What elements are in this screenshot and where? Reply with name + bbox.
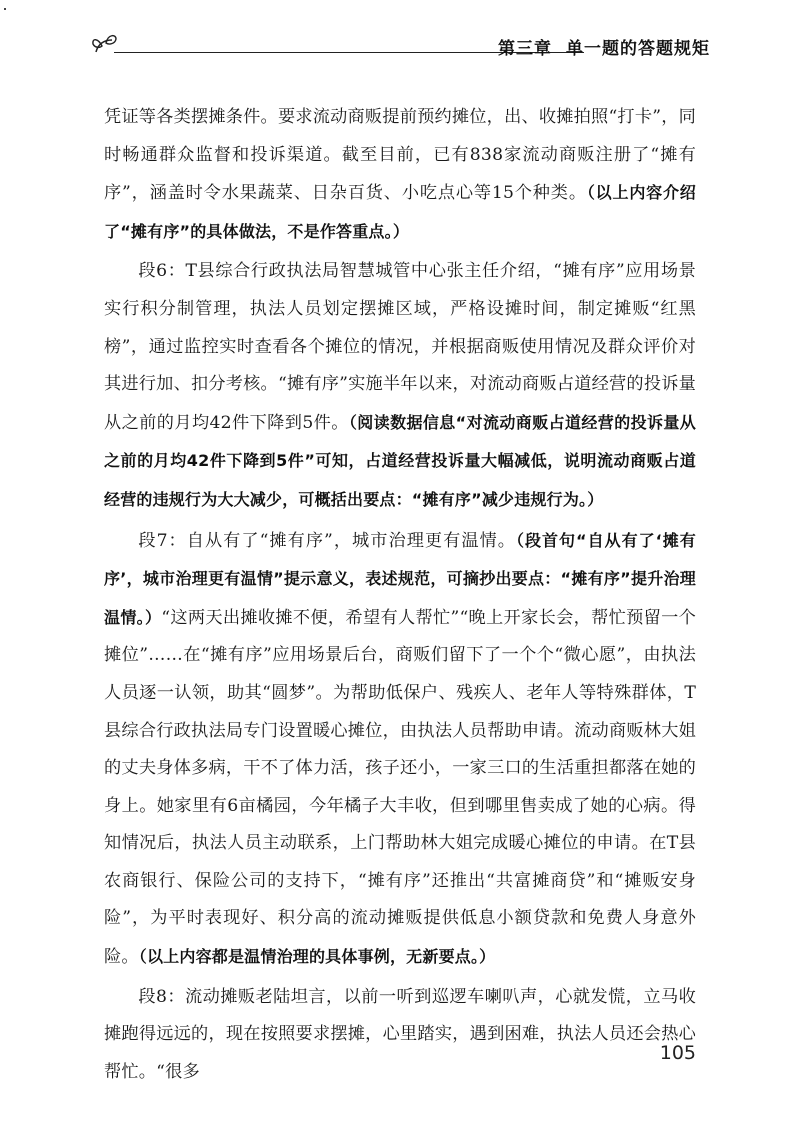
chapter-label: 第三章 [498, 39, 552, 59]
sprout-icon [90, 28, 120, 58]
annotation-note: （段首句“自从有了‘摊有序’，城市治理更有温情”提示意义，表述规范，可摘抄出要点：“摊有序”提升治理温情。） [104, 530, 696, 627]
chapter-heading [498, 34, 710, 59]
paragraph-7 [104, 522, 696, 977]
scan-mark [4, 8, 6, 10]
paragraph-1 [104, 99, 696, 251]
paragraph-text: 段6：T县综合行政执法局智慧城管中心张主任介绍，“摊有序”应用场景实行积分制管理，执法人员划定摆摊区域，严格设摊时间，制定摊贩“红黑榜”，通过监控实时查看各个摊位的情况，并根据商贩使用情况及群众评价对其进行加、扣分考核。“摊有序”实施半年以来，对流动商贩占道经营的投诉量从之前的月均42件下降到5件。 [104, 261, 696, 433]
annotation-note: （阅读数据信息“对流动商贩占道经营的投诉量从之前的月均42件下降到5件”可知，占道经营投诉量大幅减低，说明流动商贩占道经营的违规行为大大减少，可概括出要点：“摊有序”减少违规行为。） [104, 412, 697, 509]
annotation-note: （以上内容都是温情治理的具体事例，无新要点。） [138, 947, 496, 967]
paragraph-text: 段8：流动摊贩老陆坦言，以前一听到巡逻车喇叭声，心就发慌，立马收摊跑得远远的，现在按照要求摆摊，心里踏实，遇到困难，执法人员还会热心帮忙。“很多 [104, 986, 696, 1082]
paragraph-8 [104, 979, 696, 1092]
chapter-title: 单一题的答题规矩 [566, 39, 710, 59]
annotation-note: （以上内容介绍了“摊有序”的具体做法，不是作答重点。） [104, 183, 696, 241]
body-text [104, 99, 696, 1091]
paragraph-text-continued: “这两天出摊收摊不便，希望有人帮忙”“晚上开家长会，帮忙预留一个摊位”……在“摊有序”应用场景后台，商贩们留下了一个个“微心愿”，由执法人员逐一认领，助其“圆梦”。为帮助低保户、残疾人、老年人等特殊群体，T县综合行政执法局专门设置暖心摊位，由执法人员帮助申请。流动商贩林大姐的丈夫身体多病，干不了体力活，孩子还小，一家三口的生活重担都落在她的身上。她家里有6亩橘园，今年橘子大丰收，但到哪里售卖成了她的心病。得知情况后，执法人员主动联系，上门帮助林大姐完成暖心摊位的申请。在T县农商银行、保险公司的支持下，“摊有序”还推出“共富摊商贷”和“摊贩安身险”，为平时表现好、积分高的流动摊贩提供低息小额贷款和免费人身意外险。 [104, 607, 696, 968]
paragraph-6 [104, 253, 696, 519]
paragraph-text: 段7：自从有了“摊有序”，城市治理更有温情。 [138, 530, 516, 551]
page-number: 105 [659, 1042, 696, 1064]
paragraph-text: 凭证等各类摆摊条件。要求流动商贩提前预约摊位，出、收摊拍照“打卡”，同时畅通群众监督和投诉渠道。截至目前，已有838家流动商贩注册了“摊有序”，涵盖时令水果蔬菜、日杂百货、小吃点心等15个种类。 [104, 107, 696, 204]
running-header [90, 22, 710, 62]
